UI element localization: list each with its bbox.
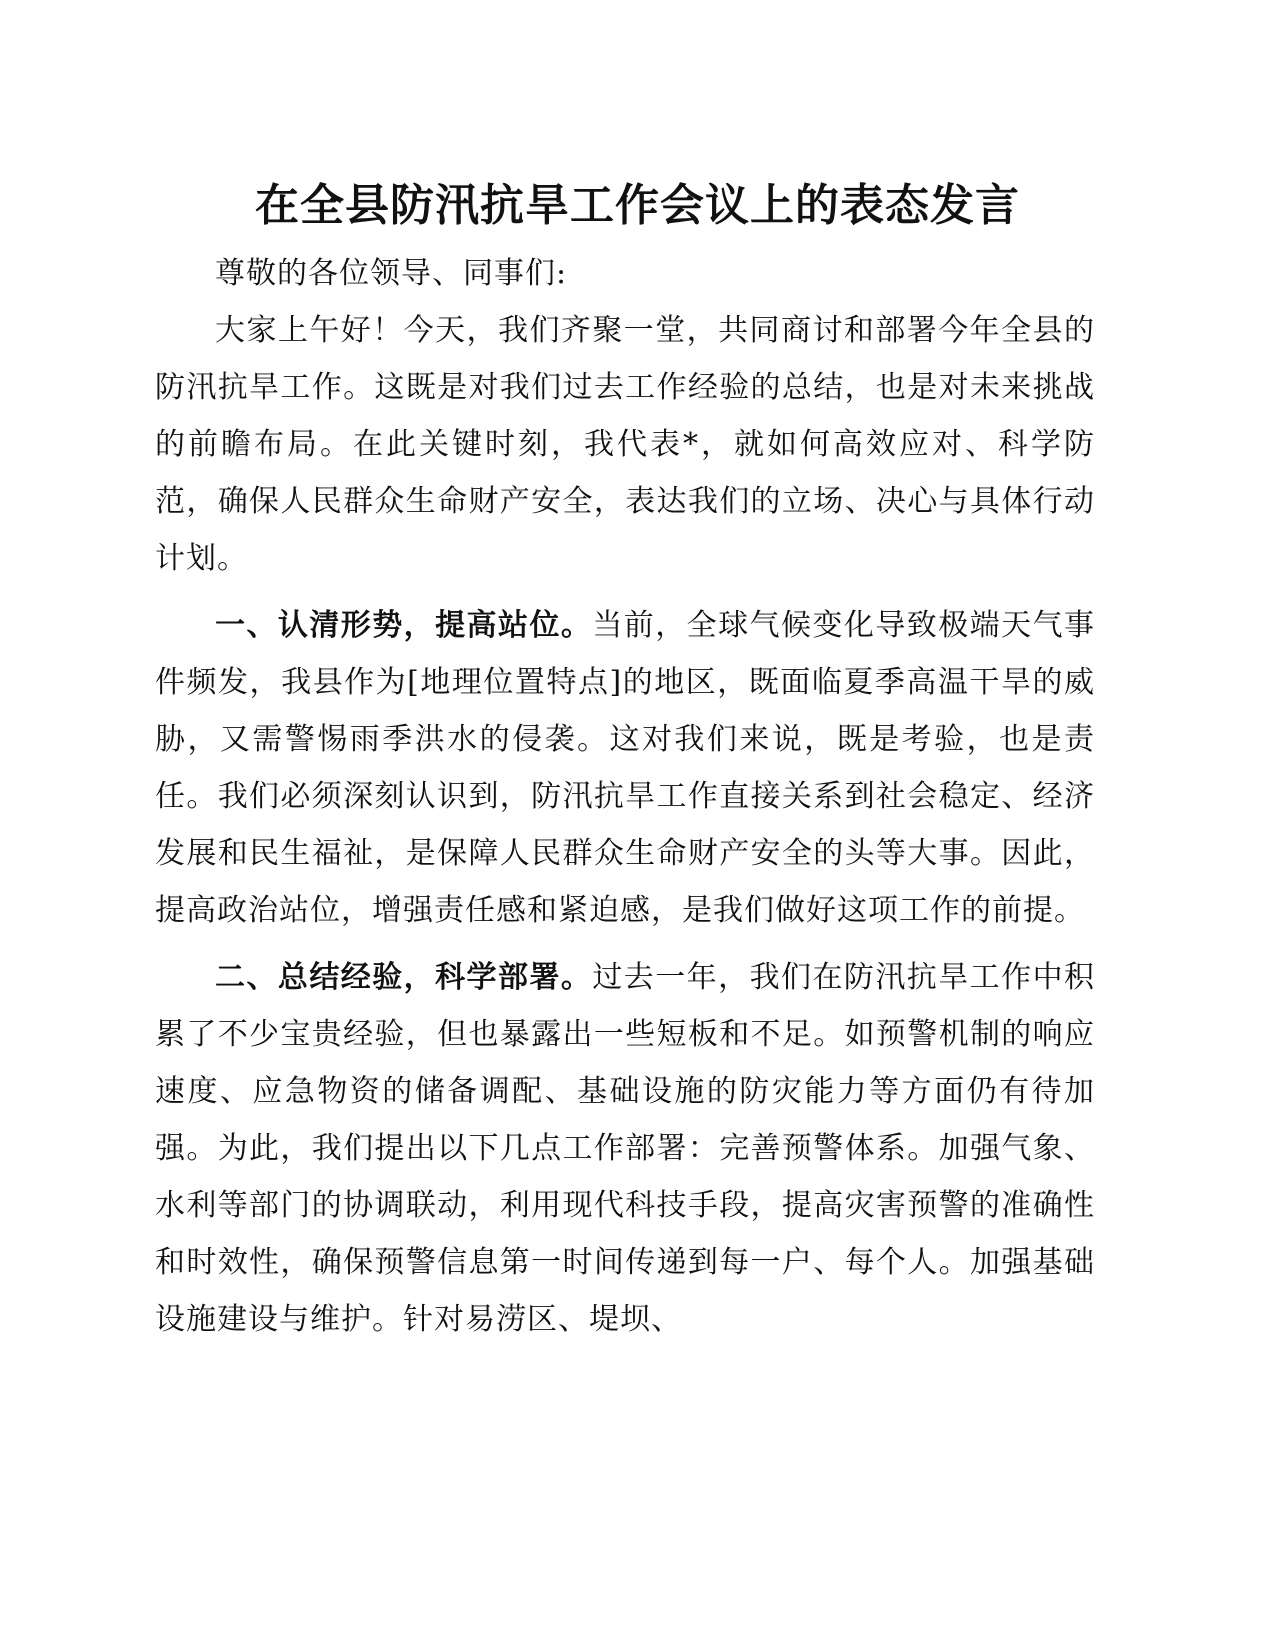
paragraph-section-1 [155, 597, 1095, 939]
document-body [155, 245, 1095, 1348]
section-2-text: 过去一年，我们在防汛抗旱工作中积累了不少宝贵经验，但也暴露出一些短板和不足。如预警机制的响应速度、应急物资的储备调配、基础设施的防灾能力等方面仍有待加强。为此，我们提出以下几点工作部署：完善预警体系。加强气象、水利等部门的协调联动，利用现代科技手段，提高灾害预警的准确性和时效性，确保预警信息第一时间传递到每一户、每个人。加强基础设施建设与维护。针对易涝区、堤坝、 [155, 960, 1096, 1337]
document-title: 在全县防汛抗旱工作会议上的表态发言 [255, 180, 1020, 231]
salutation: 尊敬的各位领导、同事们: [215, 256, 568, 291]
paragraph-section-2 [155, 949, 1095, 1348]
section-1-text: 当前，全球气候变化导致极端天气事件频发，我县作为[地理位置特点]的地区，既面临夏季高温干旱的威胁，又需警惕雨季洪水的侵袭。这对我们来说，既是考验，也是责任。我们必须深刻认识到，防汛抗旱工作直接关系到社会稳定、经济发展和民生福祉，是保障人民群众生命财产安全的头等大事。因此，提高政治站位，增强责任感和紧迫感，是我们做好这项工作的前提。 [155, 608, 1096, 928]
section-2-heading: 二、总结经验，科学部署。 [215, 960, 593, 995]
section-1-heading: 一、认清形势，提高站位。 [215, 608, 593, 643]
paragraph-intro [155, 302, 1095, 587]
paragraph-intro-text: 大家上午好！今天，我们齐聚一堂，共同商讨和部署今年全县的防汛抗旱工作。这既是对我们过去工作经验的总结，也是对未来挑战的前瞻布局。在此关键时刻，我代表*，就如何高效应对、科学防范，确保人民群众生命财产安全，表达我们的立场、决心与具体行动计划。 [155, 313, 1095, 576]
